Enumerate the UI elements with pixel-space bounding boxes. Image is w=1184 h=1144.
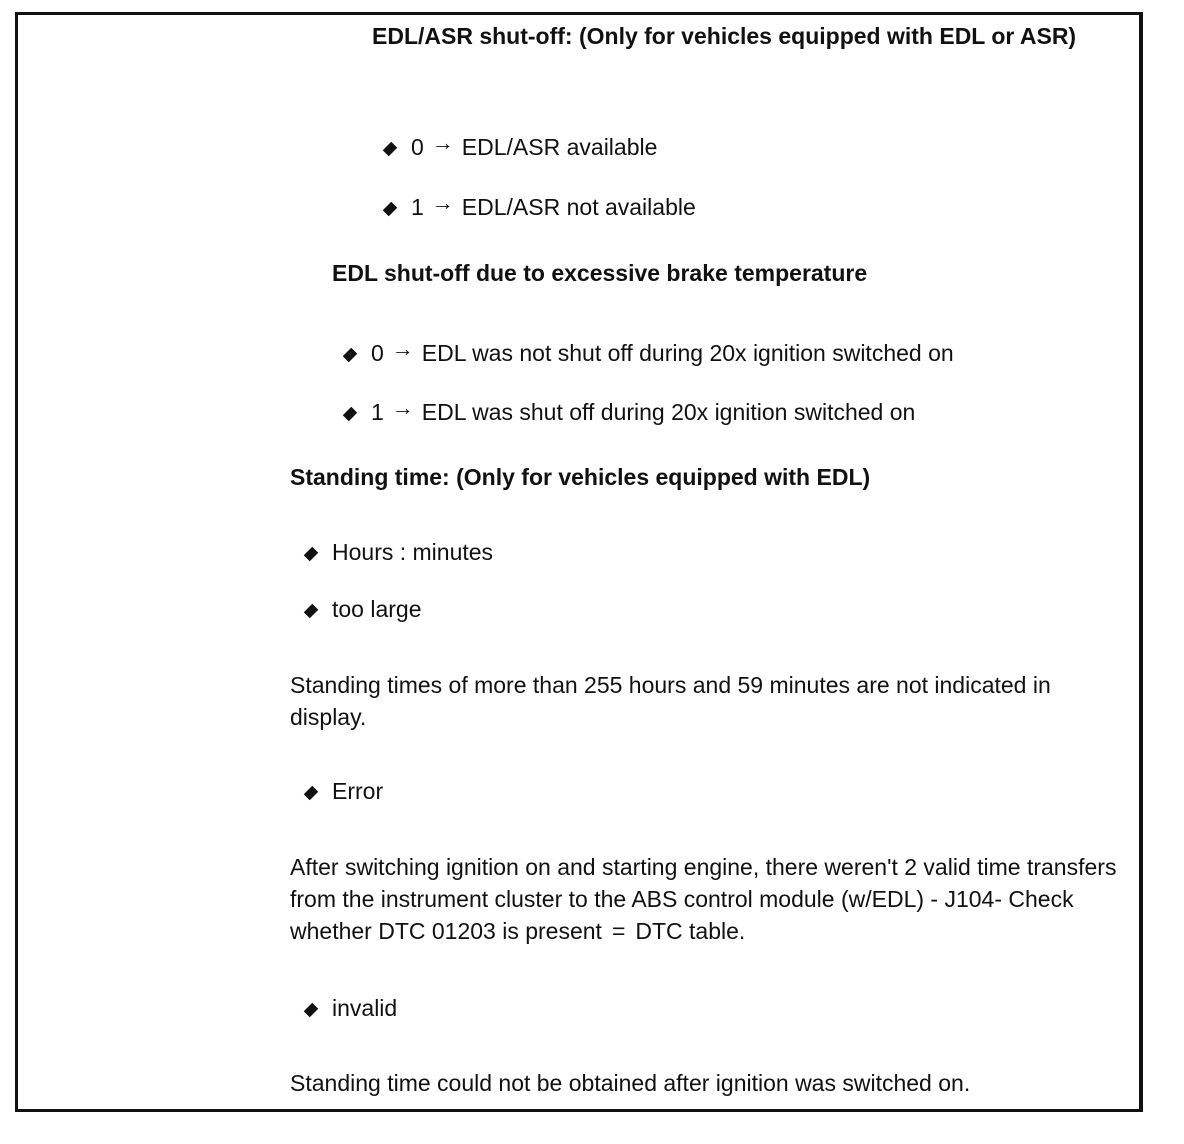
item-code: 0 xyxy=(371,340,384,366)
dtc-table-ref: DTC table. xyxy=(635,918,746,944)
item-text: EDL/ASR available xyxy=(461,134,658,160)
error-note-text: After switching ignition on and starting engine, there weren't 2 valid time transfers from the instrument cluster to the ABS control module (w/EDL) - J104- Check whether DTC 01203 is present xyxy=(290,854,1117,944)
diamond-bullet-icon xyxy=(383,202,397,216)
item-text: too large xyxy=(332,596,422,622)
item-text: invalid xyxy=(332,995,398,1021)
list-item xyxy=(304,593,422,625)
list-item xyxy=(304,775,383,807)
too-large-note: Standing times of more than 255 hours and 59 minutes are not indicated in display. xyxy=(290,672,1051,730)
list-item xyxy=(343,337,954,370)
list-item xyxy=(304,992,397,1024)
item-text: EDL was not shut off during 20x ignition switched on xyxy=(421,340,954,366)
right-arrow-icon: → xyxy=(431,190,454,215)
list-item xyxy=(343,396,915,429)
item-code: 1 xyxy=(371,399,384,425)
edl-asr-heading: EDL/ASR shut-off: (Only for vehicles equipped with EDL or ASR) xyxy=(372,23,1077,49)
right-arrow-icon: → xyxy=(391,395,414,420)
item-code: 0 xyxy=(411,134,424,160)
error-note xyxy=(290,851,1140,947)
diamond-bullet-icon xyxy=(343,348,357,362)
brake-temp-heading: EDL shut-off due to excessive brake temperature xyxy=(332,260,868,286)
diamond-bullet-icon xyxy=(304,1003,318,1017)
diamond-bullet-icon xyxy=(304,547,318,561)
list-item xyxy=(304,536,493,568)
right-arrow-icon: → xyxy=(391,336,414,361)
item-text: Error xyxy=(332,778,384,804)
item-text: Hours : minutes xyxy=(332,539,494,565)
diamond-bullet-icon xyxy=(383,142,397,156)
diamond-bullet-icon xyxy=(304,604,318,618)
right-arrow-icon: → xyxy=(431,130,454,155)
diamond-bullet-icon xyxy=(304,786,318,800)
diamond-bullet-icon xyxy=(343,407,357,421)
item-text: EDL was shut off during 20x ignition switched on xyxy=(421,399,916,425)
document-frame xyxy=(15,12,1143,1112)
list-item xyxy=(383,191,696,224)
item-code: 1 xyxy=(411,194,424,220)
equals-sign: = xyxy=(611,918,626,944)
invalid-note: Standing time could not be obtained after ignition was switched on. xyxy=(290,1070,971,1096)
list-item xyxy=(383,131,657,164)
item-text: EDL/ASR not available xyxy=(461,194,696,220)
standing-time-heading: Standing time: (Only for vehicles equipped with EDL) xyxy=(290,464,871,490)
